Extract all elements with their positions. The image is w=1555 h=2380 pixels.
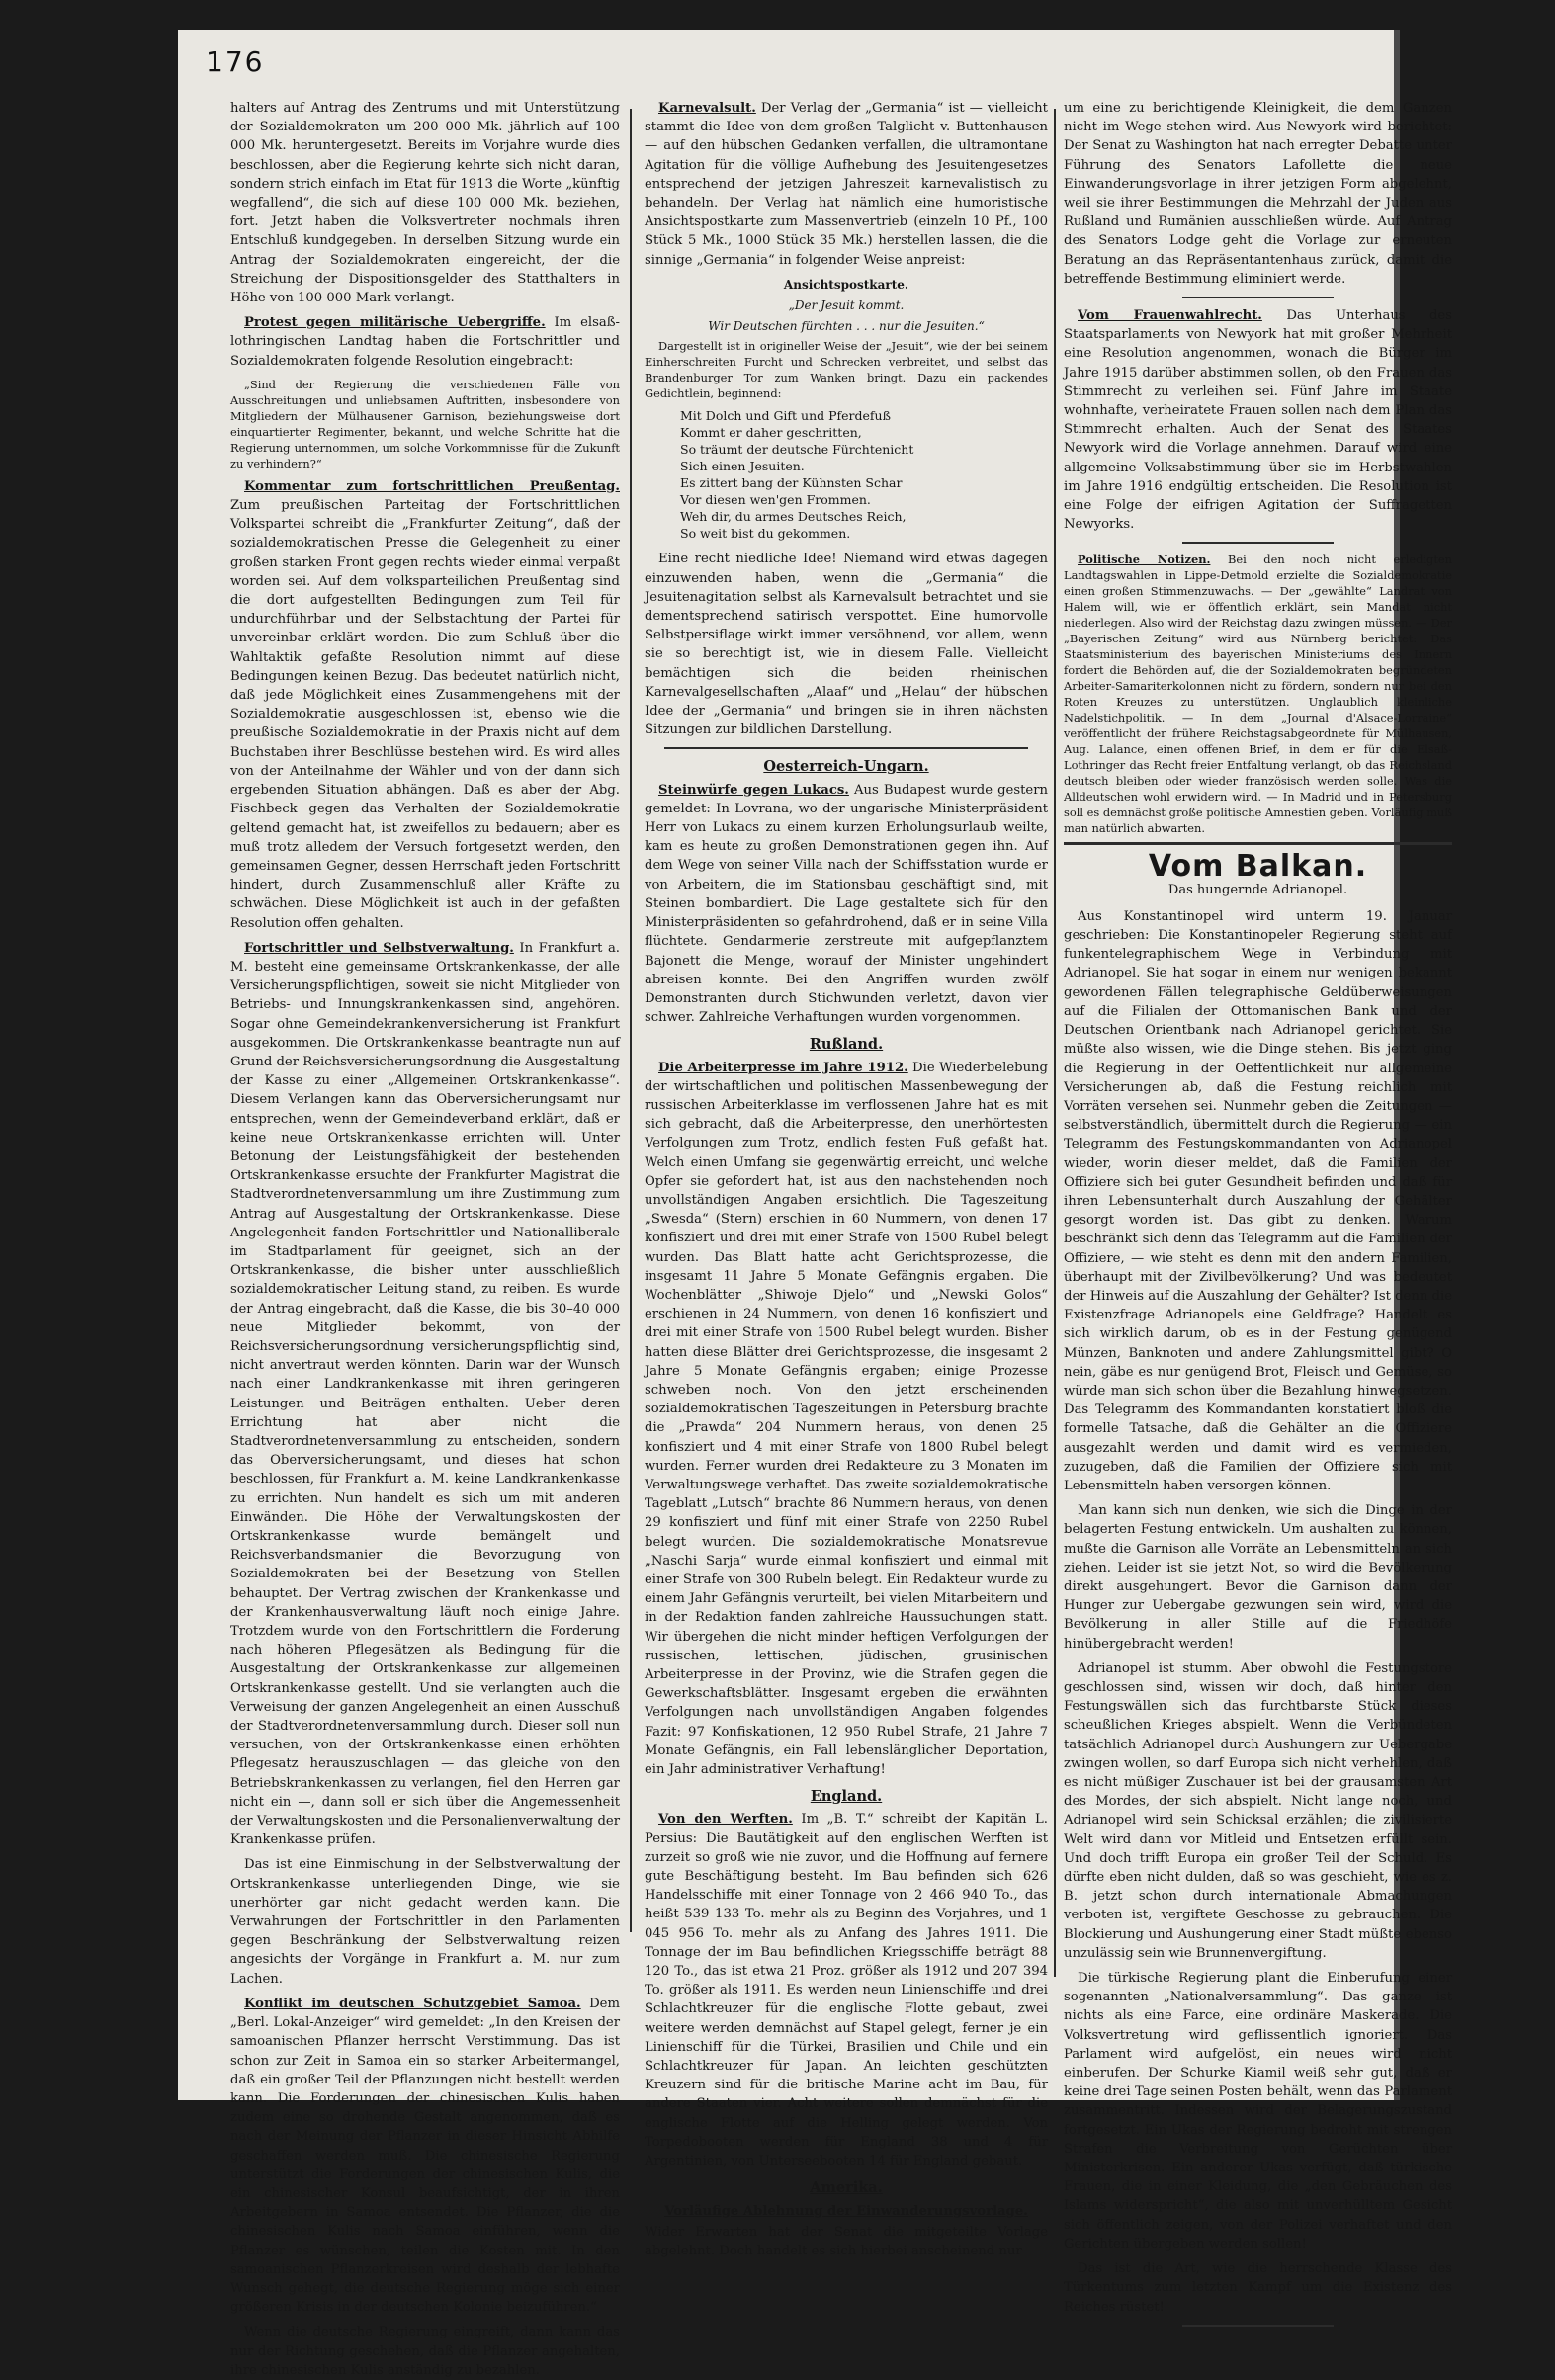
- poem-line: Weh dir, du armes Deutsches Reich,: [680, 509, 907, 525]
- article-heading: Steinwürfe gegen Lukacs.: [658, 782, 849, 798]
- poem-line: Vor diesen wen'gen Frommen.: [680, 492, 871, 508]
- article-paragraph: Die türkische Regierung plant die Einberufung einer sogenannten „Nationalversammlung“. Das ganze ist nichts als eine Farce, eine ordinäre Maskerade. Die Volksvertretung wird geflissentlich ignoriert. Das Parlament wird aufgelöst, ein neues wird nicht einberufen. Der Schurke Kiamil weiß sehr gut, daß er keine drei Tage seinen Posten behält, wenn das Parlament zusammentritt. Indessen wird der Belagerungszustand fortgesetzt. Ein Ukas der Regierung bedroht mit strengen Strafen die Verbreitung von Gerüchten über Ministerkrisen. Ein anderer Ukas verfügt, daß türkische Frauen, die in einer Kleidung, die „den Gebräuchen des Islams widerspricht“, die also mit unverhülltem Gesicht sich öffentlich zeigen, von der Polizei verhaftet und den Gerichten übergeben werden sollen!: [1064, 1971, 1452, 2252]
- article-paragraph: Das ist eine Einmischung in der Selbstverwaltung der Ortskrankenkasse unterliegenden Dinge, wie sie unerhörter gar nicht gedacht werden kann. Die Verwahrungen der Fortschrittler in den Parlamenten gegen Beschränkung der Selbstverwaltung reizen angesichts der Vorgänge in Frankfurt a. M. nur zum Lachen.: [230, 1857, 620, 1987]
- article-heading: Protest gegen militärische Uebergriffe.: [244, 315, 546, 331]
- article-text: Der Verlag der „Germania“ ist — vielleicht stammt die Idee von dem großen Talglicht v. Buttenhausen — auf den hübschen Gedanken verfallen, die ultramontane Agitation für die völlige Aufhebung des Jesuitengesetzes entsprechend der jetzigen Jahreszeit karnevalistisch zu behandeln. Der Verlag hat nämlich eine humoristische Ansichtspostkarte zum Massenvertrieb (einzeln 10 Pf., 100 Stück 5 Mk., 1000 Stück 35 Mk.) herstellen lassen, die die sinnige „Germania“ in folgender Weise anpreist:: [645, 101, 1048, 268]
- article-selbstverwaltung: [230, 939, 620, 1850]
- section-divider: [1064, 842, 1452, 845]
- page-number: 176: [206, 45, 265, 78]
- article-heading: Fortschrittler und Selbstverwaltung.: [244, 940, 514, 956]
- poem-line: Es zittert bang der Kühnsten Schar: [680, 475, 903, 491]
- article-heading: Politische Notizen.: [1078, 552, 1211, 567]
- article-text: Zum preußischen Parteitag der Fortschrittlichen Volkspartei schreibt die „Frankfurter Zeitung“, daß der sozialdemokratischen Presse die Gelegenheit zu einer großen starken Front gegen rechts wieder einmal verpaßt worden sei. Auf dem volksparteilichen Preußentag sind die dort aufgestellten Bedingungen zum Teil für undurchführbar und der Selbstachtung der Partei für unvereinbar erklärt worden. Die zum Schluß über die Wahltaktik gefaßte Resolution nimmt auf diese Bedingungen keinen Bezug. Das bedeutet natürlich nicht, daß jede Möglichkeit eines Zusammengehens mit der Sozialdemokratie ausgeschlossen ist, ebenso wie die preußische Sozialdemokratie in der Praxis nicht auf dem Buchstaben ihrer Beschlüsse bestehen wird. Es wird alles von der Anteilnahme der Wähler und von der dann sich ergebenden Situation abhängen. Daß es aber der Abg. Fischbeck gegen das Verhalten der Sozialdemokratie geltend gemacht hat, ist zweifellos zu bedauern; aber es muß trotz alledem der Versuch fortgesetzt werden, den gemeinsamen Gegner, dessen Herrschaft jeden Fortschritt hindert, durch Zusammenschluß aller Kräfte zu schwächen. Diese Möglichkeit ist auch in der gefaßten Resolution offen gehalten.: [230, 498, 620, 931]
- article-paragraph: Wider Erwarten hat der Senat die mitgeteilte Vorlage abgelehnt. Doch handelt es sich hierbei anscheinend nur: [645, 2224, 1048, 2258]
- postcard-subtitle: Wir Deutschen fürchten . . . nur die Jesuiten.“: [708, 319, 985, 334]
- article-paragraph: Das ist die Art, wie die herrschende Klasse des Türkentums zum letzten Kampf um die Existenz des Reiches rüstet!: [1064, 2261, 1452, 2315]
- section-divider: [1182, 542, 1334, 544]
- poem-line: So träumt der deutsche Fürchtenicht: [680, 442, 914, 458]
- column-2: [645, 99, 1048, 2258]
- poem-line: Kommt er daher geschritten,: [680, 425, 862, 441]
- article-preussentag: [230, 477, 620, 933]
- article-text: Das Unterhaus des Staatsparlaments von Newyork hat mit großer Mehrheit eine Resolution angenommen, wonach die Bürger im Jahre 1915 darüber abstimmen sollen, ob den Frauen das Stimmrecht zu verleihen sei. Fünf Jahre im Staate wohnhafte, verheiratete Frauen sollen nach dem Plan das Stimmrecht erhalten. Auch der Senat des Staates Newyork wird die Vorlage annehmen. Darauf wird eine allgemeine Volksabstimmung über sie im Herbstwahlen im Jahre 1916 endgültig entscheiden. Die Resolution ist eine Folge der eifrigen Agitation der Suffragetten Newyorks.: [1064, 308, 1452, 533]
- article-text: Dem „Berl. Lokal-Anzeiger“ wird gemeldet: „In den Kreisen der samoanischen Pflanzer herrscht Verstimmung. Das ist schon zur Zeit in Samoa ein so starker Arbeitermangel, daß ein großer Teil der Pflanzungen nicht bestellt werden kann. Die Forderungen der chinesischen Kulis haben zudem eine so drohende Gestalt angenommen, daß es nach der Meinung der Pflanzer in dieser Hinsicht Abhilfe geschaffen werden muß. Die chinesische Regierung unterstützt die Forderungen der chinesischen Kulis, die ein chinesischer Konsul beaufsichtigt, der in ihren Arbeitgebern in Samoa entsendet. Die Pflanzer, die die chinesischen Kulis nach Samoa einführen, wenn die Pflanzer es wünschen, teilen die Kosten mit. In den samoanischen Pflanzerkreisen wird deshalb der lebhafte Wunsch gehegt, die deutsche Regierung möge sich einer größeren Krisis in der deutschen Kolonie beizuführen.“: [230, 1996, 620, 2316]
- poem-line: Sich einen Jesuiten.: [680, 459, 805, 474]
- column-divider-1: [630, 109, 632, 1932]
- quoted-resolution: „Sind der Regierung die verschiedenen Fälle von Ausschreitungen und unliebsamen Auftritten, insbesondere von Mitgliedern der Mülhausener Garnison, beziehungsweise dort einquartierter Regimenter, bekannt, und welche Schritte hat die Regierung unternommen, um solche Vorkommnisse für die Zukunft zu verhindern?“: [230, 377, 620, 470]
- article-samoa: [230, 1995, 620, 2317]
- article-text: Im „B. T.“ schreibt der Kapitän L. Persius: Die Bautätigkeit auf den englischen Werften ist zurzeit so groß wie nie zuvor, und die Hoffnung auf fernere gute Beschäftigung besteht. Im Bau befinden sich 626 Handelsschiffe mit einer Tonnage von 2 466 940 To., das heißt 539 133 To. mehr als zu Beginn des Vorjahres, und 1 045 956 To. mehr als zu Anfang des Jahres 1911. Die Tonnage der im Bau befindlichen Kriegsschiffe beträgt 88 120 To., das ist etwa 21 Proz. größer als 1912 und 207 394 To. größer als 1911. Es werden neun Linienschiffe und drei Schlachtkreuzer für die englische Flotte gebaut, zwei weitere werden demnächst auf Stapel gelegt, ferner je ein Linienschiff für die Türkei, Brasilien und Chile und ein Schlachtkreuzer für Japan. An leichten geschützten Kreuzern sind für die britische Marine acht im Bau, für andere Staaten vier. Acht weitere sollen demnächst für die englische Flotte auf die Helling gelegt werden. Von Torpedobooten werden für England 38 und 4 für Argentinien, von Unterseebooten 14 für England gebaut.: [645, 1812, 1048, 2169]
- article-heading: Von den Werften.: [658, 1812, 793, 1828]
- article-text: In Frankfurt a. M. besteht eine gemeinsame Ortskrankenkasse, der alle Versicherungspflichtigen, soweit sie nicht Mitglieder von Betriebs- und Innungskrankenkassen sind, angehören. Sogar ohne Gemeindekrankenversicherung ist Frankfurt ausgekommen. Die Ortskrankenkasse beantragte nun auf Grund der Reichsversicherungsordnung die Ausgestaltung der Kasse zu einer „Allgemeinen Ortskrankenkasse“. Diesem Verlangen kann das Oberversicherungsamt nur entsprechen, wenn der Gemeindeverband erklärt, daß er keine neue Ortskrankenkasse errichten will. Unter Betonung der Leistungsfähigkeit der bestehenden Ortskrankenkasse ersuchte der Frankfurter Magistrat die Stadtverordnetenversammlung um ihre Zustimmung zum Antrag auf Ausgestaltung der Ortskrankenkasse. Diese Angelegenheit fanden Fortschrittler und Nationalliberale im Stadtparlament für geeignet, sich an der Ortskrankenkasse, die bisher unter ausschließlich sozialdemokratischer Leitung stand, zu reiben. Es wurde der Antrag eingebracht, daß die Kasse, die bis 30–40 000 neue Mitglieder bekommt, von der Reichsversicherungsordnung versicherungspflichtig sind, nicht anvertraut werden könnten. Darin war der Wunsch nach einer Landkrankenkasse mit ihren geringeren Leistungen und Beiträgen enthalten. Ueber deren Errichtung hat aber nicht die Stadtverordnetenversammlung zu entscheiden, sondern das Oberversicherungsamt, und dieses hat schon beschlossen, für Frankfurt a. M. keine Landkrankenkasse zu errichten. Nun handelt es sich um mit anderen Einwänden. Die Höhe der Verwaltungskosten der Ortskrankenkasse wurde bemängelt und Reichsverbandsmanier die Bevorzugung von Sozialdemokraten bei der Besetzung von Stellen behauptet. Der Vertrag zwischen der Krankenkasse und der Krankenhausverwaltung läuft noch einige Jahre. Trotzdem wurde von den Fortschrittlern die Forderung nach höheren Pflegesätzen als Bedingung für die Ausgestaltung der Ortskrankenkasse zur allgemeinen Ortskrankenkasse gestellt. Und sie verlangten auch die Verweisung der ganzen Angelegenheit an einen Ausschuß der Stadtverordnetenversammlung durch. Dieser soll nun versuchen, von der Ortskrankenkasse einen erhöhten Pflegesatz herauszuschlagen — das gleiche von den Betriebskrankenkassen zu verlangen, fiel den Herren gar nicht ein —, dann soll er sich über die Angemessenheit der Verwaltungskosten und die Personalienverwaltung der Krankenkasse prüfen.: [230, 940, 620, 1848]
- article-text: Bei den noch nicht erledigten Landtagswahlen in Lippe-Detmold erzielte die Sozialdemokratie einen großen Stimmenzuwachs. — Der „gewählte“ Landrat von Halem will, wie er öffentlich erklärt, sein Mandat nicht niederlegen. Also wird der Reichstag dazu zwingen müssen. — Der „Bayerischen Zeitung“ wird aus Nürnberg berichtet: Das Staatsministerium des bayerischen Ministeriums des Innern fordert die Behörden auf, die der Sozialdemokraten begründeten Arbeiter-Samariterkolonnen nicht zu fördern, sondern nur bei den Roten Kreuzes zu unterstützen. Unglaublich kleinliche Nadelstichpolitik. — In dem „Journal d'Alsace-Lorraine“ veröffentlicht der frühere Reichstagsabgeordnete für Mülhausen, Aug. Lalance, einen offenen Brief, in dem er für die Elsaß-Lothringer das Recht freier Entfaltung verlangt, ob das Reichsland deutsch bleiben oder wieder französisch werden solle. Was die Alldeutschen wohl erwidern wird. — In Madrid und in Petersburg soll es demnächst große politische Amnestien geben. Vorläufig muß man natürlich abwarten.: [1064, 552, 1452, 836]
- article-heading: Karnevalsult.: [658, 101, 756, 116]
- article-heading: Vorläufige Ablehnung der Einwanderungsvorlage.: [664, 2203, 1028, 2219]
- article-military: [230, 313, 620, 371]
- article-heading: Vom Frauenwahlrecht.: [1078, 308, 1262, 324]
- article-text: Die Wiederbelebung der wirtschaftlichen und politischen Massenbewegung der russischen Arbeiterklasse im verflossenen Jahre hat es mit sich gebracht, daß die Arbeiterpresse, den unerhörtesten Verfolgungen zum Trotz, endlich festen Fuß gefaßt hat. Welch einen Umfang sie gegenwärtig erreicht, und welche Opfer sie gefordert hat, ist aus den nachstehenden noch unvollständigen Angaben ersichtlich. Die Tageszeitung „Swesda“ (Stern) erschien in 60 Nummern, von denen 17 konfisziert und drei mit einer Strafe von 1500 Rubel belegt wurden. Das Blatt hatte acht Gerichtsprozesse, die insgesamt 11 Jahre 5 Monate Gefängnis ergaben. Die Wochenblätter „Shiwoje Djelo“ und „Newski Golos“ erschienen in 24 Nummern, von denen 16 konfisziert und drei mit einer Strafe von 1500 Rubel belegt wurden. Bisher hatten diese Blätter drei Gerichtsprozesse, die insgesamt 2 Jahre 5 Monate Gefängnis ergaben; einige Prozesse schweben noch. Von den jetzt erscheinenden sozialdemokratischen Tageszeitungen in Petersburg brachte die „Prawda“ 204 Nummern heraus, von denen 25 konfisziert und 4 mit einer Strafe von 1800 Rubel belegt wurden. Ferner wurden drei Redakteure zu 3 Monaten im Verwaltungswege verhaftet. Das zweite sozialdemokratische Tageblatt „Lutsch“ brachte 86 Nummern heraus, von denen 29 konfisziert und fünf mit einer Strafe von 2250 Rubel belegt wurden. Die sozialdemokratische Monatsrevue „Naschi Sarja“ wurde einmal konfisziert und einmal mit einer Strafe von 300 Rubeln belegt. Ein Redakteur wurde zu einem Jahr Gefängnis verurteilt, bei vielen Mitarbeitern und in der Redaktion fanden zahlreiche Haussuchungen statt. Wir übergehen die nicht minder heftigen Verfolgungen der russischen, lettischen, jüdischen, grusinischen Arbeiterpresse in der Provinz, wie die Strafen gegen die Gewerkschaftsblätter. Insgesamt ergeben die erwähnten Verfolgungen nach unvollständigen Angaben folgendes Fazit: 97 Konfiskationen, 12 950 Rubel Strafe, 21 Jahre 7 Monate Gefängnis, ein Fall lebenslänglicher Deportation, ein Jahr administrativer Verhaftung!: [645, 1060, 1048, 1778]
- section-divider: [1182, 297, 1334, 298]
- article-paragraph: Aus Konstantinopel wird unterm 19. Januar geschrieben: Die Konstantinopeler Regierung steht auf funkentelegraphischem Wege in Verbindung mit Adrianopel. Sie hat sogar in einem nur wenigen bekannt gewordenen Fällen telegraphische Geldüberweisungen auf die Filialen der Ottomanischen Bank und der Deutschen Orientbank nach Adrianopel gerichtet. Sie müßte also wissen, wie die Dinge stehen. Bis jetzt ging die Regierung in der Oeffentlichkeit nur allgemeine Versicherungen ab, daß die Festung reichlich mit Vorräten versehen sei. Nunmehr geben die Zeitungen — selbstverständlich, übermittelt durch die Regierung — ein Telegramm des Festungskommandanten von Adrianopel wieder, worin dieser meldet, daß die Familien der Offiziere sich bei guter Gesundheit befinden und daß für ihren Lebensunterhalt durch Auszahlung der Gehälter gesorgt worden ist. Das gibt zu denken. Warum beschränkt sich denn das Telegramm auf die Familien der Offiziere, — wie steht es denn mit den andern Familien, überhaupt mit der Zivilbevölkerung? Und was bedeutet der Hinweis auf die Auszahlung der Gehälter? Ist denn die Existenzfrage Adrianopels eine Geldfrage? Handelt es sich wirklich darum, ob es in der Festung genügend Münzen, Banknoten und andere Zahlungsmittel gibt? O nein, gäbe es nur genügend Brot, Fleisch und Gemüse, so würde man sich schon über die Bezahlung hinwegsetzen. Das Telegramm des Kommandanten konstatiert bloß die formelle Tatsache, daß die Gehälter an die Offiziere ausgezahlt werden und damit wird es vermieden, zuzugeben, daß die Familien der Offiziere sich mit Lebensmitteln haben versorgen können.: [1064, 908, 1452, 1493]
- article-paragraph: Eine recht niedliche Idee! Niemand wird etwas dagegen einzuwenden haben, wenn die „Germania“ die Jesuitenagitation selbst als Karnevalsult betrachtet und sie dementsprechend satirisch verspottet. Eine humorvolle Selbstpersiflage wirkt immer versöhnend, vor allem, wenn sie so berechtigt ist, wie in diesem Falle. Vielleicht bemächtigen sich die beiden rheinischen Karnevalgesellschaften „Alaaf“ und „Helau“ der hübschen Idee der „Germania“ und bringen sie in ihren nächsten Sitzungen zur bildlichen Darstellung.: [645, 552, 1048, 738]
- article-text: Aus Budapest wurde gestern gemeldet: In Lovrana, wo der ungarische Ministerpräsident Herr von Lukacs zu einem kurzen Erholungsurlaub weilte, kam es heute zu großen Demonstrationen gegen ihn. Auf dem Wege von seiner Villa nach der Schiffsstation wurde er von Arbeitern, die im Stationsbau geschäftigt sind, mit Steinen bombardiert. Die Lage gestaltete sich für den Ministerpräsidenten so gefahrdrohend, daß er in seine Villa flüchtete. Gendarmerie zerstreute mit aufgepflanztem Bajonett die Menge, worauf der Minister ungehindert abreisen konnte. Bei den Angriffen wurden zwölf Demonstranten durch Stichwunden verletzt, davon vier schwer. Zahlreiche Verhaftungen wurden vorgenommen.: [645, 782, 1048, 1026]
- article-paragraph: Adrianopel ist stumm. Aber obwohl die Festungstore geschlossen sind, wissen wir doch, daß hinter den Festungswällen sich das furchtbarste Stück dieses scheußlichen Krieges abspielt. Wenn die Verbündeten tatsächlich Adrianopel durch Aushungern zur Uebergabe zwingen wollen, so darf Europa sich nicht verhehlen, daß es nicht müßiger Zuschauer ist bei der grausamsten Art des Mordes, der sich abspielt. Nicht lange noch, und Adrianopel wird sein Schicksal erzählen; die zivilisierte Welt wird dann vor Mitleid und Entsetzen erfüllt sein. Und doch trifft Europa ein großer Teil der Schuld. Es dürfte eben nicht dulden, daß so was geschieht, wie es z. B. jetzt schon durch internationale Abmachungen verboten ist, vergiftete Geschosse zu gebrauchen. Die Blockierung und Aushungerung einer Stadt müßte ebenso unzulässig sein wie Brunnenvergiftung.: [1064, 1660, 1452, 1961]
- postcard-title: „Der Jesuit kommt.: [788, 298, 905, 313]
- article-heading: Kommentar zum fortschrittlichen Preußentag.: [244, 478, 620, 494]
- column-1: [230, 99, 620, 2378]
- article-notizen: [1064, 552, 1452, 836]
- poem: [680, 407, 1048, 542]
- article-karneval: [645, 99, 1048, 270]
- postcard-heading: Ansichtspostkarte.: [783, 277, 909, 292]
- article-arbeiterpresse: [645, 1059, 1048, 1780]
- section-heading-england: England.: [810, 1788, 883, 1806]
- poem-line: Mit Dolch und Gift und Pferdefuß: [680, 408, 891, 424]
- article-paragraph: Man kann sich nun denken, wie sich die Dinge in der belagerten Festung entwickeln. Um aushalten zu können, mußte die Garnison alle Vorräte an Lebensmitteln an sich ziehen. Leider ist sie jetzt Not, so wird die Bevölkerung direkt ausgehungert. Bevor die Garnison dann der Hunger zur Uebergabe gezwungen sein wird, wird die Bevölkerung in aller Stille auf die Friedhöfe hinübergebracht werden!: [1064, 1503, 1452, 1652]
- article-lukacs: [645, 781, 1048, 1028]
- article-continuation: um eine zu berichtigende Kleinigkeit, die dem Ganzen nicht im Wege stehen wird. Aus Newyork wird berichtet: Der Senat zu Washington hat nach erregter Debatte unter Führung des Senators Lafollette die neue Einwanderungsvorlage in ihrer jetzigen Form abgelehnt, weil sie ihrer Bestimmungen die Mehrzahl der Juden aus Rußland und Rumänien ausschließen würde. Auf Antrag des Senators Lodge geht die Vorlage zur erneuten Beratung an das Repräsentantenhaus zurück, damit die betreffende Bestimmung eliminiert werde.: [1064, 101, 1452, 287]
- article-heading: Konflikt im deutschen Schutzgebiet Samoa.: [244, 1996, 581, 2011]
- column-3: [1064, 99, 1452, 2315]
- postcard-description: Dargestellt ist in origineller Weise der „Jesuit“, wie der bei seinem Einherschreiten Furcht und Schrecken verbreitet, und selbst das Brandenburger Tor zum Wanken bringt. Dazu ein packendes Gedichtlein, beginnend:: [645, 339, 1048, 401]
- section-heading-america: Amerika.: [810, 2179, 883, 2197]
- headline-balkan: Vom Balkan.: [1148, 849, 1368, 885]
- section-divider: [664, 747, 1028, 749]
- article-paragraph: Wenn die deutsche Regierung eingreift, dann kann das nur der Richtung geschehen, daß die Pflanzer angehalten, ihre chinesischen Kulis anständig zu bezahlen.: [230, 2325, 620, 2378]
- section-heading-austria: Oesterreich-Ungarn.: [763, 758, 929, 776]
- section-heading-russia: Rußland.: [809, 1036, 884, 1054]
- article-continuation: halters auf Antrag des Zentrums und mit Unterstützung der Sozialdemokraten um 200 000 Mk. jährlich auf 100 000 Mk. heruntergesetzt. Bereits im Vorjahre wurde dies beschlossen, aber die Regierung kehrte sich nicht daran, sondern strich einfach im Etat für 1913 die Worte „künftig wegfallend“, die sich auf diese 100 000 Mk. beziehen, fort. Jetzt haben die Volksvertreter nochmals ihren Entschluß kundgegeben. In derselben Sitzung wurde ein Antrag der Sozialdemokraten eingereicht, der die Streichung der Dispositionsgelder des Statthalters in Höhe von 100 000 Mark verlangt.: [230, 101, 620, 306]
- column-divider-2: [1054, 109, 1056, 1977]
- article-text: Im elsaß-lothringischen Landtag haben die Fortschrittler und Sozialdemokraten folgende Resolution eingebracht:: [230, 315, 620, 369]
- poem-line: So weit bist du gekommen.: [680, 526, 851, 542]
- article-werften: [645, 1810, 1048, 2170]
- article-frauenwahlrecht: [1064, 306, 1452, 534]
- section-divider: [1182, 2325, 1334, 2327]
- subheadline: Das hungernde Adrianopel.: [1167, 882, 1348, 897]
- article-heading: Die Arbeiterpresse im Jahre 1912.: [658, 1060, 908, 1075]
